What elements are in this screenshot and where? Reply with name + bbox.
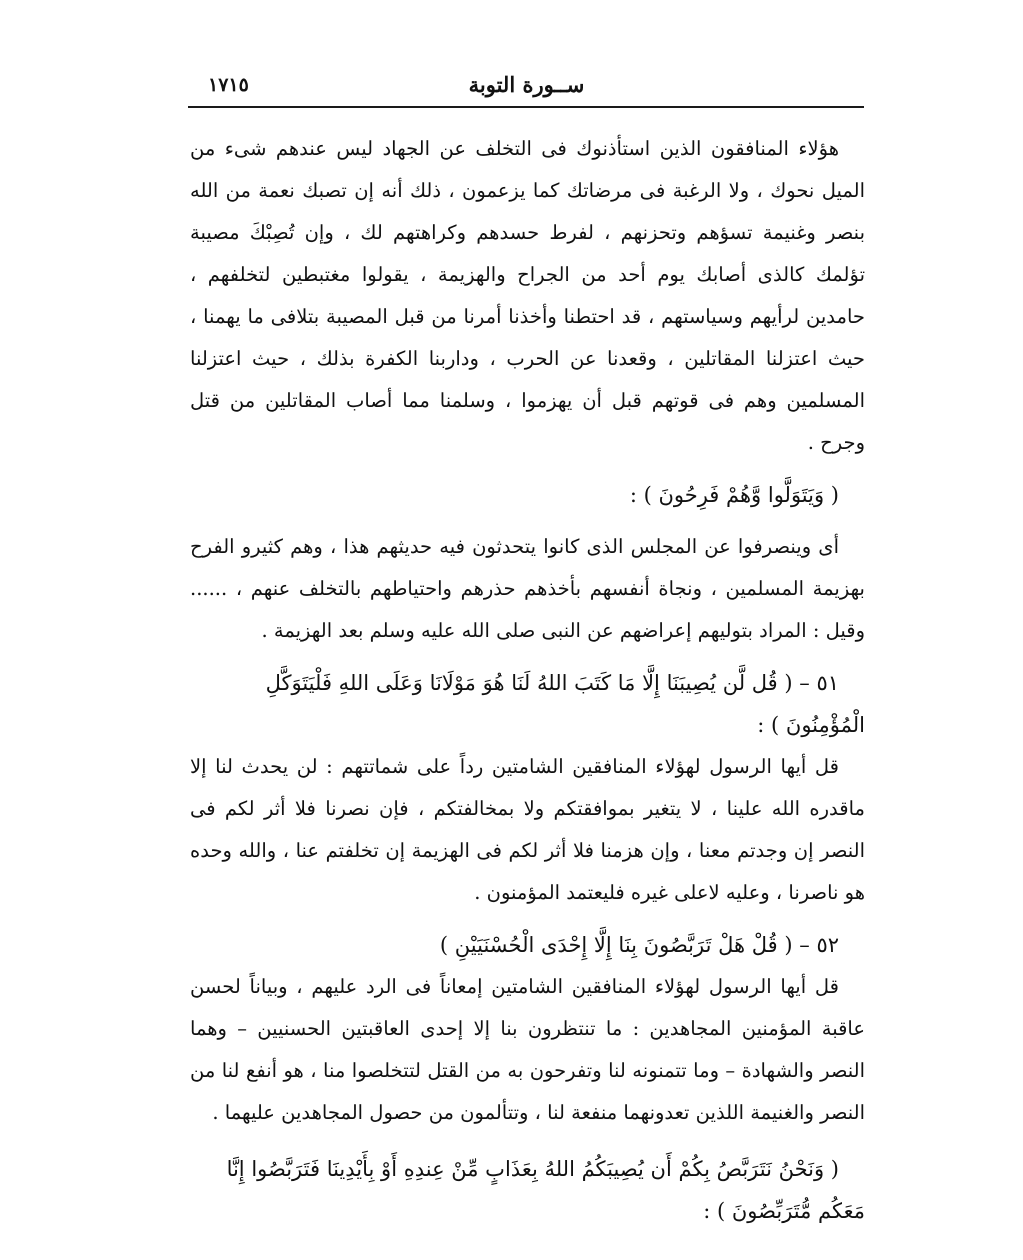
commentary-paragraph-4: قل أيها الرسول لهؤلاء المنافقين الشامتين إمعاناً فى الرد عليهم ، وبياناً لحسن عاقبة المؤمنين المجاهدين : ما تنتظرون بنا إلا إحدى العاقبتين الحسنيين – وهما النصر والشهادة – وما تتمنونه لنا وتفرحون به من القتل لتتخلصوا منا ، هو أنفع لنا من النصر والغنيمة اللذين تعدونهما منفعة لنا ، وتتألمون من حصول المجاهدين عليهما . bbox=[190, 975, 865, 1124]
commentary-paragraph-2: أى وينصرفوا عن المجلس الذى كانوا يتحدثون فيه حديثهم هذا ، وهم كثيرو الفرح بهزيمة المسلمين ، ونجاة أنفسهم بأخذهم حذرهم واحتياطهم بالتخلف عنهم ، ...... وقيل : المراد بتوليهم إعراضهم عن النبى صلى الله عليه وسلم بعد الهزيمة . bbox=[190, 535, 865, 642]
commentary-paragraph-1: هؤلاء المنافقون الذين استأذنوك فى التخلف عن الجهاد ليس عندهم شىء من الميل نحوك ، ولا الرغبة فى مرضاتك كما يزعمون ، ذلك أنه إن تصبك نعمة من الله بنصر وغنيمة تسؤهم وتحزنهم ، لفرط حسدهم وكراهتهم لك ، وإن تُصِبْكَ مصيبة تؤلمك كالذى أصابك يوم أحد من الجراح والهزيمة ، يقولوا مغتبطين لتخلفهم ، حامدين لرأيهم وسياستهم ، قد احتطنا وأخذنا أمرنا من قبل المصيبة بتلافى ما يهمنا ، حيث اعتزلنا المقاتلين ، وقعدنا عن الحرب ، وداربنا الكفرة بذلك ، حيث اعتزلنا المسلمين وهم فى قوتهم قبل أن يهزموا ، وسلمنا مما أصاب المقاتلين من قتل وجرح . bbox=[190, 137, 865, 454]
verse-quote-last: ( وَنَحْنُ نَتَرَبَّصُ بِكُمْ أَن يُصِيبَكُمُ اللهُ بِعَذَابٍ مِّنْ عِندِهِ أَوْ بِأَيْدِينَا فَتَرَبَّصُوا إِنَّا مَعَكُم مُّتَرَبِّصُونَ ) : bbox=[226, 1157, 865, 1223]
surah-title: ســورة التوبة bbox=[468, 72, 585, 97]
verse-quote-1: ( وَيَتَوَلَّوا وَّهُمْ فَرِحُونَ ) : bbox=[629, 483, 839, 507]
verse-51: ٥١ – ( قُل لَّن يُصِيبَنَا إِلَّا مَا كَتَبَ اللهُ لَنَا هُوَ مَوْلَانَا وَعَلَى اللهِ فَلْيَتَوَكَّلِ الْمُؤْمِنُونَ ) : bbox=[265, 671, 865, 737]
page-header bbox=[190, 68, 863, 104]
verse-52: ٥٢ – ( قُلْ هَلْ تَرَبَّصُونَ بِنَا إِلَّا إِحْدَى الْحُسْنَيَيْنِ ) bbox=[439, 933, 839, 957]
commentary-paragraph-3: قل أيها الرسول لهؤلاء المنافقين الشامتين رداً على شماتتهم : لن يحدث لنا إلا ماقدره الله علينا ، لا يتغير بموافقتكم ولا بمخالفتكم ، فإن نصرنا فلا أثر لكم فى النصر إن وجدتم معنا ، وإن هزمنا فلا أثر لكم فى الهزيمة إن تخلفتم عنا ، والله وحده هو ناصرنا ، وعليه لاعلى غيره فليعتمد المؤمنون . bbox=[190, 755, 865, 904]
header-divider bbox=[188, 106, 864, 108]
page-number: ١٧١٥ bbox=[208, 74, 249, 96]
page-body bbox=[190, 128, 865, 1232]
